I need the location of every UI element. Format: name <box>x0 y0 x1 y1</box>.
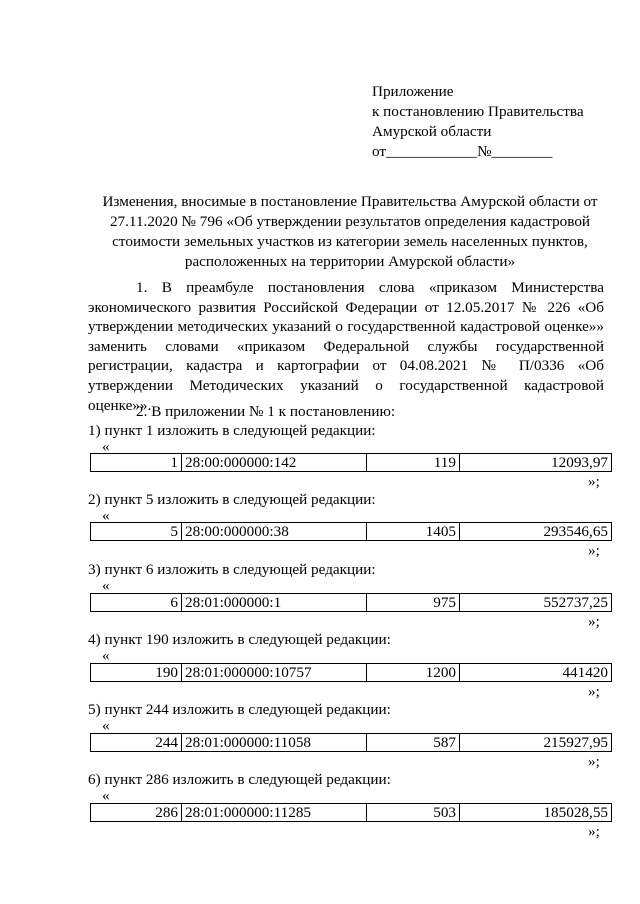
open-quote: « <box>102 577 110 594</box>
close-quote: »; <box>588 473 600 490</box>
cadastral-value: 12093,97 <box>460 454 612 472</box>
annex-title: Приложение <box>372 83 454 100</box>
cadastral-number: 28:00:000000:142 <box>182 454 367 472</box>
cadastral-value: 441420 <box>460 664 612 682</box>
area-value: 1200 <box>367 664 460 682</box>
cadastral-number: 28:00:000000:38 <box>182 523 367 541</box>
item-heading: 1) пункт 1 изложить в следующей редакции: <box>88 422 376 439</box>
item-heading: 4) пункт 190 изложить в следующей редакции: <box>88 631 391 648</box>
table-row <box>90 733 612 752</box>
annex-date-number: от____________№________ <box>372 143 553 160</box>
cadastral-number: 28:01:000000:11285 <box>182 804 367 822</box>
row-number: 5 <box>91 523 182 541</box>
open-quote: « <box>102 787 110 804</box>
close-quote: »; <box>588 613 600 630</box>
cadastral-number: 28:01:000000:10757 <box>182 664 367 682</box>
table-row <box>90 453 612 472</box>
close-quote: »; <box>588 753 600 770</box>
cadastral-value: 552737,25 <box>460 594 612 612</box>
table-row <box>90 522 612 541</box>
cadastral-value: 185028,55 <box>460 804 612 822</box>
annex-region: Амурской области <box>372 123 492 140</box>
paragraph-1: 1. В преамбуле постановления слова «приказом Министерства экономического развития Российской Федерации от 12.05.2017 № 226 «Об утверждении методических указаний о государственной кадастровой оценке»» заменить словами «приказом Федеральной службы государственной регистрации, кадастра и картографии от 04.08.2021 № П/0336 «Об утверждении Методических указаний о государственной кадастровой оценке»». <box>88 279 604 414</box>
item-heading: 5) пункт 244 изложить в следующей редакции: <box>88 701 391 718</box>
cadastral-value: 293546,65 <box>460 523 612 541</box>
row-number: 1 <box>91 454 182 472</box>
table-row <box>90 593 612 612</box>
paragraph-2: 2. В приложении № 1 к постановлению: <box>136 403 396 420</box>
close-quote: »; <box>588 823 600 840</box>
open-quote: « <box>102 647 110 664</box>
row-number: 244 <box>91 734 182 752</box>
close-quote: »; <box>588 542 600 559</box>
table-row <box>90 803 612 822</box>
annex-reference: к постановлению Правительства <box>372 103 584 120</box>
area-value: 975 <box>367 594 460 612</box>
item-heading: 2) пункт 5 изложить в следующей редакции: <box>88 491 376 508</box>
open-quote: « <box>102 507 110 524</box>
open-quote: « <box>102 438 110 455</box>
row-number: 6 <box>91 594 182 612</box>
item-heading: 6) пункт 286 изложить в следующей редакции: <box>88 771 391 788</box>
cadastral-value: 215927,95 <box>460 734 612 752</box>
close-quote: »; <box>588 683 600 700</box>
annex-header <box>372 82 584 162</box>
open-quote: « <box>102 717 110 734</box>
table-row <box>90 663 612 682</box>
document-title: Изменения, вносимые в постановление Правительства Амурской области от 27.11.2020 № 796 «Об утверждении результатов определения кадастровой стоимости земельных участков из категории земель населенных пунктов, расположенных на территории Амурской области» <box>102 193 598 270</box>
row-number: 190 <box>91 664 182 682</box>
cadastral-number: 28:01:000000:11058 <box>182 734 367 752</box>
cadastral-number: 28:01:000000:1 <box>182 594 367 612</box>
area-value: 119 <box>367 454 460 472</box>
area-value: 503 <box>367 804 460 822</box>
row-number: 286 <box>91 804 182 822</box>
item-heading: 3) пункт 6 изложить в следующей редакции: <box>88 561 376 578</box>
area-value: 587 <box>367 734 460 752</box>
area-value: 1405 <box>367 523 460 541</box>
